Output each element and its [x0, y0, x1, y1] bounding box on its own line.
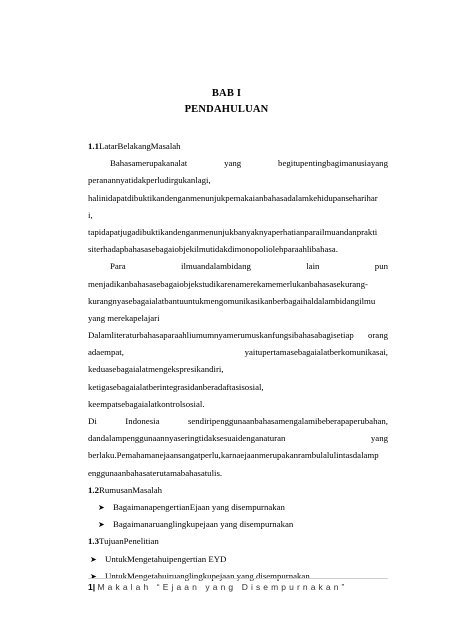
document-body: [88, 138, 388, 585]
list-item-text: BagaimanapengertianEjaan yang disempurnakan: [113, 501, 285, 512]
chapter-title: PENDAHULUAN: [184, 104, 269, 115]
paragraph-line: [88, 344, 388, 361]
section-title: RumusanMasalah: [99, 484, 163, 495]
section-title: LatarBelakangMasalah: [99, 141, 181, 151]
word: Bahasamerupakanalat: [110, 158, 188, 169]
chapter-label: BAB I: [211, 88, 242, 99]
paragraph-line: enggunaanbahasaterutamabahasatulis.: [88, 467, 223, 478]
list-item-text: UntukMengetahuiruanglingkupejaan yang disempurnakan: [105, 570, 310, 581]
word: begitupentingbagimanusiayang: [278, 158, 388, 169]
word: yaitupertamasebagaialatberkomunikasai,: [244, 347, 388, 358]
word: lain: [306, 261, 320, 272]
arrow-bullet-icon: ➤: [90, 571, 97, 581]
paragraph-line: tapidapatjugadibuktikandenganmenunjukbanyaknyaperhatianparailmuandanprakti: [88, 226, 378, 237]
word: ilmuandalambidang: [181, 261, 251, 272]
list-item-text: Bagaimanaruanglingkupejaan yang disempurnakan: [113, 519, 294, 530]
word: Dalamliteraturbahasaparaahliumumnyamerumuskanfungsibahasabagisetiap: [88, 330, 354, 341]
section-number: 1.3: [88, 536, 99, 547]
paragraph-line: [88, 430, 388, 447]
list-item-text: UntukMengetahuipengertian EYD: [105, 553, 227, 564]
section-number: 1.2: [88, 484, 99, 495]
section-title: TujuanPenelitian: [99, 536, 159, 547]
paragraph-line: peranannyatidakperludirgukanlagi,: [88, 175, 211, 186]
word: yang: [224, 158, 242, 169]
word: pun: [374, 261, 388, 272]
section-number: 1.1: [88, 141, 99, 151]
word: yang: [370, 433, 388, 444]
word: Di: [88, 416, 97, 426]
paragraph-line: ketigasebagaialatberintegrasidanberadaftasisosial,: [88, 381, 264, 392]
word: dandalampenggunaannyaseringtidaksesuaidenganaturan: [88, 433, 286, 444]
section-heading: [88, 482, 388, 499]
section-heading: [88, 533, 388, 550]
arrow-bullet-icon: ➤: [90, 554, 97, 564]
paragraph-line: keduasebagaialatmengekspresikandiri,: [88, 364, 224, 375]
paragraph-line: keempatsebagaialatkontrolsosial.: [88, 398, 205, 409]
footer-title: Makalah “Ejaan yang Disempurnakan”: [97, 582, 348, 592]
paragraph-line: berlaku.Pemahamanejaansangatperlu,karnaejaanmerupakanrambulalulintasdalamp: [88, 450, 379, 461]
word: sendiripenggunaanbahasamengalamibeberapaperubahan,: [187, 416, 388, 426]
line-text: halinidapatdibuktikandenganmenunjukpemakaianbahasadalamkehidupansehariha: [88, 192, 375, 203]
paragraph-line: [88, 190, 388, 207]
section-heading-background: [88, 138, 388, 155]
arrow-bullet-icon: ➤: [98, 503, 105, 513]
word: Para: [110, 261, 126, 272]
word: orang: [367, 330, 388, 341]
list-item: [88, 516, 388, 533]
word: Indonesia: [125, 416, 160, 426]
paragraph-line: i,: [88, 209, 93, 220]
paragraph-line: yang merekapelajari: [88, 312, 160, 323]
footer-separator: |: [92, 582, 96, 592]
arrow-bullet-icon: ➤: [98, 520, 105, 530]
line-text: r: [374, 192, 378, 203]
page-footer: [88, 582, 388, 592]
list-item: [88, 499, 388, 516]
list-item: [88, 551, 388, 568]
paragraph-line: kurangnyasebagaialatbantuuntukmengomunikasikanberbagaihaldalambidangilmu: [88, 295, 376, 306]
paragraph-line: siterhadapbahasasebagaiobjekilmutidakdimonopoliolehparaahlibahasa.: [88, 244, 338, 255]
paragraph-line: menjadikanbahasasebagaiobjekstudikarenamerekamemerlukanbahasasekurang-: [88, 278, 368, 289]
paragraph-line: [88, 258, 388, 275]
word: adaempat,: [88, 347, 124, 358]
page-number: 1: [88, 582, 93, 592]
paragraph-line: [88, 327, 388, 344]
paragraph-line: [88, 155, 388, 172]
footer-divider: [88, 578, 388, 579]
paragraph-line: [88, 413, 388, 430]
